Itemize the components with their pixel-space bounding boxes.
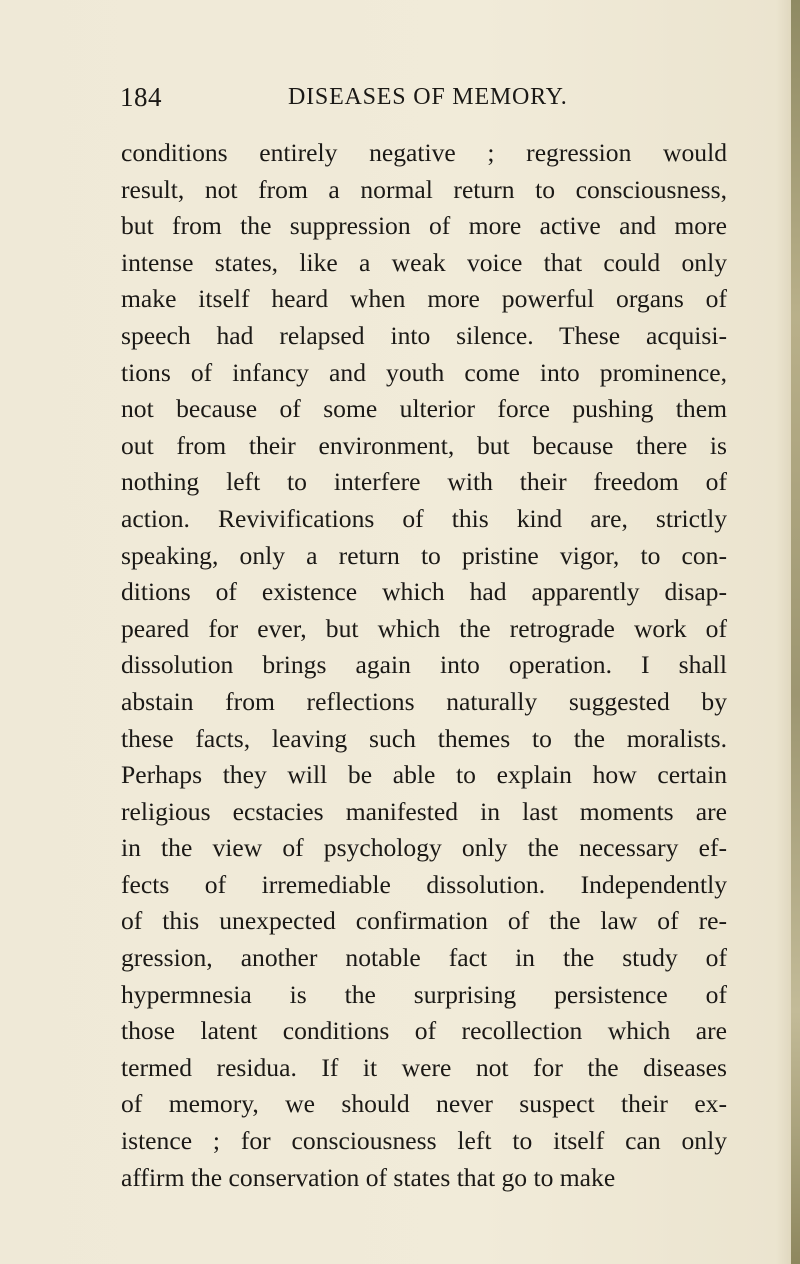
text-line: of memory, we should never suspect their ex-	[121, 1089, 727, 1119]
text-line: gression, another notable fact in the study of	[121, 943, 727, 973]
text-line: hypermnesia is the surprising persistence of	[121, 979, 727, 1009]
text-line: make itself heard when more powerful organs of	[121, 284, 727, 314]
text-line: affirm the conservation of states that go to make	[121, 1162, 616, 1192]
running-title: DISEASES OF MEMORY.	[288, 84, 568, 110]
page-number: 184	[120, 82, 162, 112]
text-line: action. Revivifications of this kind are, strictly	[121, 503, 727, 533]
text-line: in the view of psychology only the necessary ef-	[121, 833, 727, 863]
text-line: abstain from reflections naturally suggested by	[121, 686, 727, 716]
text-line: religious ecstacies manifested in last moments are	[121, 796, 727, 826]
text-line: tions of infancy and youth come into prominence,	[121, 357, 727, 387]
text-line: peared for ever, but which the retrograde work of	[121, 613, 727, 643]
text-line: but from the suppression of more active and more	[121, 211, 727, 241]
text-line: dissolution brings again into operation. I shall	[121, 650, 727, 680]
text-line: istence ; for consciousness left to itself can only	[121, 1126, 727, 1156]
text-line: intense states, like a weak voice that could only	[121, 247, 727, 277]
text-line: Perhaps they will be able to explain how certain	[121, 760, 727, 790]
page-edge	[791, 0, 800, 1264]
text-line: ditions of existence which had apparently disap-	[121, 577, 727, 607]
text-line: speaking, only a return to pristine vigor, to con-	[121, 540, 727, 570]
body-text	[121, 135, 727, 1196]
text-line: speech had relapsed into silence. These acquisi-	[121, 320, 727, 350]
text-line: conditions entirely negative ; regression would	[121, 138, 727, 167]
text-line: nothing left to interfere with their freedom of	[121, 467, 727, 497]
text-line: these facts, leaving such themes to the moralists.	[121, 723, 727, 753]
running-head	[120, 80, 732, 120]
text-line: not because of some ulterior force pushing them	[121, 394, 727, 424]
text-line: termed residua. If it were not for the diseases	[121, 1052, 727, 1082]
text-line: out from their environment, but because there is	[121, 430, 727, 460]
text-line: those latent conditions of recollection which are	[121, 1016, 727, 1046]
text-line: result, not from a normal return to consciousness,	[121, 174, 727, 204]
text-line: of this unexpected confirmation of the law of re-	[121, 906, 727, 936]
text-line: fects of irremediable dissolution. Independently	[121, 869, 727, 899]
